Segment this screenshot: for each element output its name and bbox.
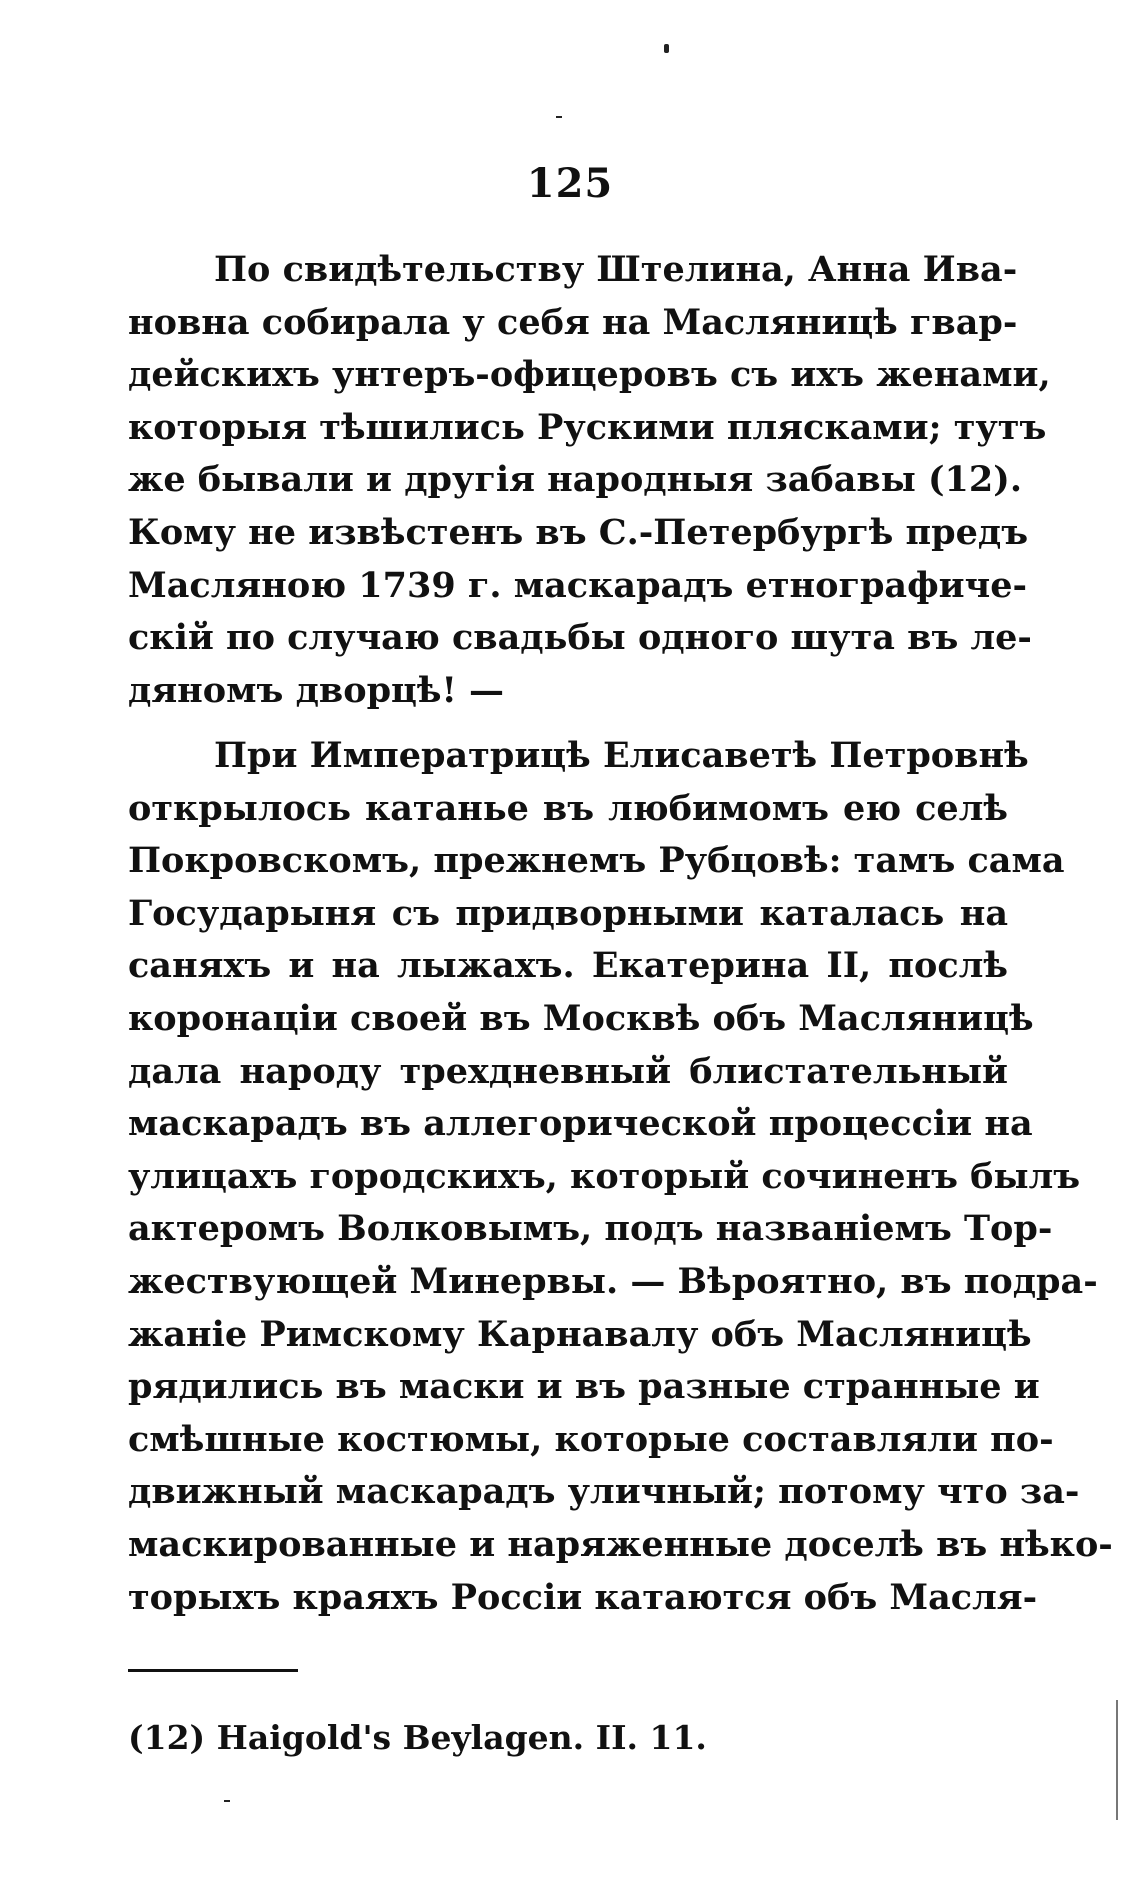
text-line: движный маскарадъ уличный; потому что за- [128,1471,1080,1513]
scan-speck [1116,1700,1118,1820]
text-line: торыхъ краяхъ Россіи катаются объ Масля- [128,1576,1038,1618]
page-number: 125 [526,160,614,207]
text-line: новна собирала у себя на Масляницѣ гвар- [128,301,1018,343]
text-line: которыя тѣшились Рускими плясками; тутъ [128,406,1047,448]
text-line: Государыня съ придворными каталась на [128,892,1008,934]
scan-speck [224,1800,230,1802]
text-line: При Императрицѣ Елисаветѣ Петровнѣ [214,735,1029,776]
footnote-marker: (12) [128,1718,206,1757]
text-line: открылось катанье въ любимомъ ею селѣ [128,787,1008,829]
text-line: скій по случаю свадьбы одного шута въ ле- [128,617,1032,659]
text-line: дейскихъ унтеръ-офицеровъ съ ихъ женами, [128,354,1051,396]
text-line: дяномъ дворцѣ! — [128,669,505,711]
text-line: Покровскомъ, прежнемъ Рубцовѣ: тамъ сама [128,840,1065,882]
text-line: По свидѣтельству Штелина, Анна Ива- [214,249,1018,290]
text-line: жествующей Минервы. — Вѣроятно, въ подра- [128,1260,1098,1302]
paragraph-1 [128,244,1051,717]
text-line: Кому не извѣстенъ въ С.-Петербургѣ предъ [128,511,1029,553]
text-line: маскированные и наряженные доселѣ въ нѣко- [128,1523,1113,1565]
text-line: саняхъ и на лыжахъ. Екатерина II, послѣ [128,945,1008,987]
text-line: жаніе Римскому Карнавалу объ Масляницѣ [128,1313,1032,1355]
text-line: Масляною 1739 г. маскарадъ етнографиче- [128,564,1028,606]
footnote-text: Haigold's Beylagen. II. 11. [216,1718,707,1757]
paragraph-2 [128,730,1113,1624]
text-line: же бывали и другія народныя забавы (12). [128,459,1023,501]
footnote [128,1718,707,1757]
text-line: маскарадъ въ аллегорической процессіи на [128,1103,1033,1145]
text-line: смѣшные костюмы, которые составляли по- [128,1418,1054,1460]
text-line: коронаціи своей въ Москвѣ объ Масляницѣ [128,997,1034,1039]
text-line: рядились въ маски и въ разные странные и [128,1366,1040,1408]
footnote-rule [128,1669,298,1672]
text-line: дала народу трехдневный блистательный [128,1050,1008,1092]
text-line: актеромъ Волковымъ, подъ названіемъ Тор- [128,1208,1053,1250]
scan-speck [556,116,562,118]
scan-speck [664,44,669,53]
text-line: улицахъ городскихъ, который сочиненъ былъ [128,1155,1081,1197]
